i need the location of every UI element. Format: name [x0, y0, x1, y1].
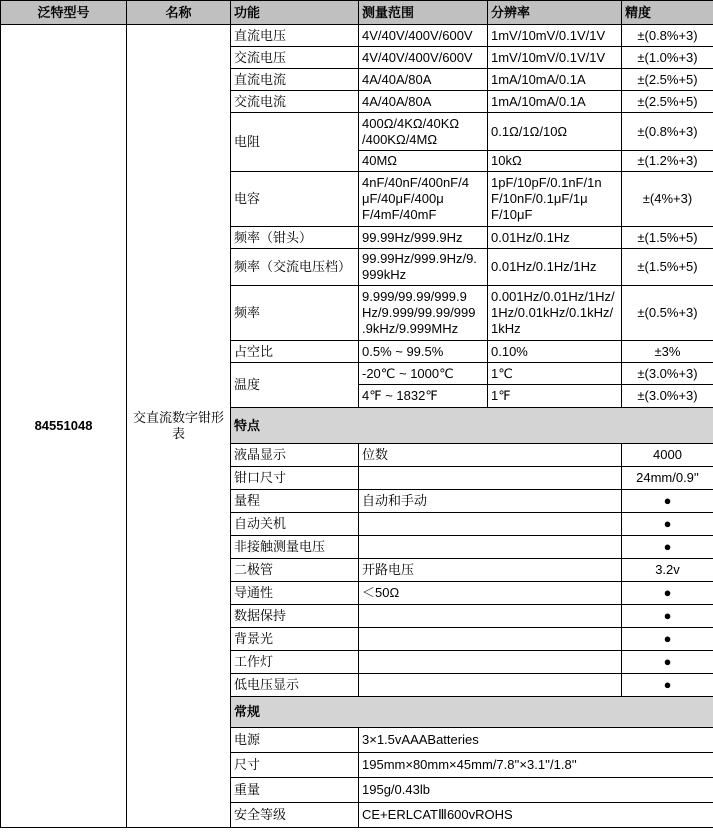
resolution-value: 0.10%: [488, 341, 622, 363]
header-range: 测量范围: [359, 1, 488, 25]
function-label: 电容: [231, 172, 359, 227]
resolution-line: F/10nF/0.1μF/1μ: [491, 191, 588, 206]
range-value: [359, 249, 488, 286]
product-name: 交直流数字钳形表: [127, 25, 231, 828]
feature-label: 工作灯: [231, 651, 359, 674]
accuracy-value: ±(1.2%+3): [622, 151, 713, 172]
feature-spec: ●: [622, 536, 713, 559]
resolution-line: 1pF/10pF/0.1nF/1n: [491, 175, 602, 190]
accuracy-value: ±3%: [622, 341, 713, 363]
function-label: 电阻: [231, 113, 359, 172]
resolution-value: 1℃: [488, 363, 622, 385]
feature-spec: 4000: [622, 444, 713, 467]
feature-label: 二极管: [231, 559, 359, 582]
feature-value: 自动和手动: [359, 490, 622, 513]
header-row: [1, 1, 713, 25]
feature-spec: ●: [622, 628, 713, 651]
general-value: 195g/0.43lb: [359, 778, 713, 803]
product-model: 84551048: [1, 25, 127, 828]
range-value: -20℃ ~ 1000℃: [359, 363, 488, 385]
accuracy-value: ±(0.5%+3): [622, 286, 713, 341]
feature-label: 低电压显示: [231, 674, 359, 697]
general-value: CE+ERLCATⅢ600vROHS: [359, 803, 713, 828]
accuracy-value: ±(0.8%+3): [622, 113, 713, 151]
general-label: 重量: [231, 778, 359, 803]
accuracy-value: ±(2.5%+5): [622, 91, 713, 113]
range-value: 4V/40V/400V/600V: [359, 25, 488, 47]
general-label: 安全等级: [231, 803, 359, 828]
accuracy-value: ±(2.5%+5): [622, 69, 713, 91]
range-line: Hz/9.999/99.99/999: [362, 305, 476, 320]
header-accuracy: 精度: [622, 1, 713, 25]
feature-label: 钳口尺寸: [231, 467, 359, 490]
function-label: 频率: [231, 286, 359, 341]
feature-value: [359, 605, 622, 628]
resolution-value: 0.1Ω/1Ω/10Ω: [488, 113, 622, 151]
range-value: 99.99Hz/999.9Hz: [359, 227, 488, 249]
function-label: 占空比: [231, 341, 359, 363]
range-line: 9.999/99.99/999.9: [362, 289, 467, 304]
section-title: 常规: [231, 697, 713, 728]
range-value: 4V/40V/400V/600V: [359, 47, 488, 69]
range-line: /400KΩ/4MΩ: [362, 131, 438, 147]
feature-value: [359, 628, 622, 651]
accuracy-value: ±(3.0%+3): [622, 385, 713, 408]
resolution-value: 0.01Hz/0.1Hz: [488, 227, 622, 249]
feature-value: [359, 536, 622, 559]
accuracy-value: ±(0.8%+3): [622, 25, 713, 47]
header-name: 名称: [127, 1, 231, 25]
feature-label: 量程: [231, 490, 359, 513]
feature-spec: ●: [622, 490, 713, 513]
range-line: 99.99Hz/999.9Hz/9.: [362, 251, 477, 266]
section-title: 特点: [231, 408, 713, 444]
feature-spec: ●: [622, 674, 713, 697]
header-resolution: 分辨率: [488, 1, 622, 25]
resolution-value: 0.01Hz/0.1Hz/1Hz: [488, 249, 622, 286]
range-value: 4A/40A/80A: [359, 69, 488, 91]
range-line: .9kHz/9.999MHz: [362, 321, 459, 336]
accuracy-value: ±(1.5%+5): [622, 249, 713, 286]
resolution-value: 1mA/10mA/0.1A: [488, 91, 622, 113]
feature-value: [359, 651, 622, 674]
range-line: 4nF/40nF/400nF/4: [362, 175, 469, 190]
range-value: [359, 113, 488, 151]
feature-spec: ●: [622, 513, 713, 536]
feature-label: 背景光: [231, 628, 359, 651]
feature-value: [359, 467, 622, 490]
resolution-value: 1mA/10mA/0.1A: [488, 69, 622, 91]
range-line: 999kHz: [362, 267, 407, 282]
feature-value: ＜50Ω: [359, 582, 622, 605]
feature-label: 导通性: [231, 582, 359, 605]
range-line: μF/40μF/400μ: [362, 191, 444, 206]
function-label: 交流电压: [231, 47, 359, 69]
feature-spec: 24mm/0.9'': [622, 467, 713, 490]
resolution-line: 1Hz/0.01kHz/0.1kHz/: [491, 305, 614, 320]
function-label: 直流电流: [231, 69, 359, 91]
feature-label: 自动关机: [231, 513, 359, 536]
general-label: 尺寸: [231, 753, 359, 778]
feature-label: 非接触测量电压: [231, 536, 359, 559]
range-value: 4℉ ~ 1832℉: [359, 385, 488, 408]
feature-spec: ●: [622, 605, 713, 628]
function-label: 直流电压: [231, 25, 359, 47]
function-label: 频率（钳头）: [231, 227, 359, 249]
feature-label: 数据保持: [231, 605, 359, 628]
resolution-line: 1kHz: [491, 321, 521, 336]
accuracy-value: ±(3.0%+3): [622, 363, 713, 385]
feature-value: 开路电压: [359, 559, 622, 582]
feature-value: 位数: [359, 444, 622, 467]
function-label: 频率（交流电压档）: [231, 249, 359, 286]
range-value: 0.5% ~ 99.5%: [359, 341, 488, 363]
accuracy-value: ±(1.5%+5): [622, 227, 713, 249]
resolution-value: [488, 286, 622, 341]
range-line: F/4mF/40mF: [362, 207, 437, 222]
function-label: 交流电流: [231, 91, 359, 113]
accuracy-value: ±(4%+3): [622, 172, 713, 227]
general-value: 195mm×80mm×45mm/7.8''×3.1''/1.8'': [359, 753, 713, 778]
range-value: 4A/40A/80A: [359, 91, 488, 113]
range-value: 40MΩ: [359, 151, 488, 172]
range-value: [359, 286, 488, 341]
feature-label: 液晶显示: [231, 444, 359, 467]
table-row: [1, 25, 713, 47]
resolution-value: [488, 172, 622, 227]
header-function: 功能: [231, 1, 359, 25]
resolution-line: 0.001Hz/0.01Hz/1Hz/: [491, 289, 615, 304]
general-label: 电源: [231, 728, 359, 753]
function-label: 温度: [231, 363, 359, 408]
feature-spec: ●: [622, 582, 713, 605]
feature-spec: 3.2v: [622, 559, 713, 582]
resolution-value: 10kΩ: [488, 151, 622, 172]
header-model: 泛特型号: [1, 1, 127, 25]
feature-value: [359, 674, 622, 697]
range-line: 400Ω/4KΩ/40KΩ: [362, 115, 460, 131]
resolution-value: 1mV/10mV/0.1V/1V: [488, 47, 622, 69]
range-value: [359, 172, 488, 227]
resolution-line: F/10μF: [491, 207, 533, 222]
accuracy-value: ±(1.0%+3): [622, 47, 713, 69]
feature-value: [359, 513, 622, 536]
resolution-value: 1mV/10mV/0.1V/1V: [488, 25, 622, 47]
feature-spec: ●: [622, 651, 713, 674]
resolution-value: 1℉: [488, 385, 622, 408]
general-value: 3×1.5vAAABatteries: [359, 728, 713, 753]
